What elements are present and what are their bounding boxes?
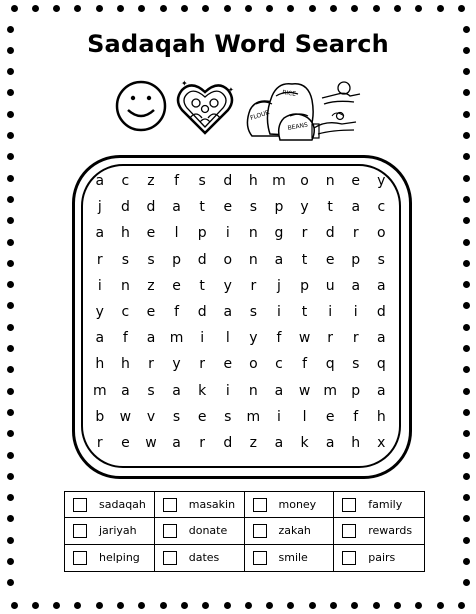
- border-dot: [7, 537, 14, 544]
- word-item-money: [245, 492, 335, 518]
- word-checkbox[interactable]: [253, 498, 267, 512]
- border-dot: [463, 217, 470, 224]
- grid-letter[interactable]: i: [277, 408, 281, 425]
- grid-letter[interactable]: i: [200, 330, 205, 347]
- border-dot: [463, 175, 470, 182]
- border-dot: [7, 324, 14, 331]
- grid-letter[interactable]: r: [148, 356, 154, 373]
- grid-letter[interactable]: t: [301, 251, 308, 268]
- border-dot: [463, 558, 470, 565]
- border-dot: [245, 5, 252, 12]
- grid-letter[interactable]: j: [277, 277, 281, 294]
- grid-letter[interactable]: m: [272, 173, 286, 190]
- grid-letter[interactable]: r: [96, 434, 103, 451]
- border-dot: [202, 602, 209, 609]
- grid-letter[interactable]: p: [197, 225, 207, 242]
- border-dot: [7, 558, 14, 565]
- border-dot: [463, 537, 470, 544]
- word-item-sadaqah: [65, 492, 155, 518]
- border-dot: [32, 5, 39, 12]
- border-dot: [330, 602, 337, 609]
- grid-letter[interactable]: r: [352, 330, 359, 347]
- border-dot: [181, 602, 188, 609]
- grid-letter[interactable]: a: [95, 225, 105, 242]
- grid-letter[interactable]: a: [351, 199, 361, 216]
- border-dot: [202, 5, 209, 12]
- grid-letter[interactable]: n: [120, 277, 130, 294]
- border-dot: [463, 579, 470, 586]
- border-dot: [117, 5, 124, 12]
- border-dot: [53, 602, 60, 609]
- grid-letter[interactable]: r: [301, 225, 308, 242]
- grid-letter[interactable]: p: [172, 251, 182, 268]
- border-dot: [7, 302, 14, 309]
- word-label: rewards: [368, 524, 413, 538]
- border-dot: [463, 345, 470, 352]
- grid-letter[interactable]: c: [275, 356, 283, 373]
- border-dot: [7, 430, 14, 437]
- grid-letter[interactable]: t: [199, 277, 205, 294]
- word-item-pairs: [334, 545, 424, 571]
- grid-letter[interactable]: e: [121, 434, 130, 451]
- grid-letter[interactable]: i: [277, 304, 281, 321]
- border-dot: [224, 602, 231, 609]
- border-dot: [437, 602, 444, 609]
- border-dot: [7, 515, 14, 522]
- grid-letter[interactable]: e: [351, 173, 361, 190]
- grid-letter[interactable]: y: [172, 356, 181, 373]
- border-dot: [160, 602, 167, 609]
- border-dot: [287, 602, 294, 609]
- border-dot: [463, 89, 470, 96]
- border-dot: [463, 281, 470, 288]
- grid-letter[interactable]: s: [147, 382, 155, 399]
- grid-letter[interactable]: a: [274, 434, 284, 451]
- border-dot: [7, 281, 14, 288]
- border-dot: [373, 5, 380, 12]
- grid-letter[interactable]: t: [301, 304, 308, 321]
- grid-letter[interactable]: r: [352, 225, 359, 242]
- border-dot: [463, 260, 470, 267]
- grid-letter[interactable]: a: [172, 434, 181, 451]
- grid-letter[interactable]: k: [300, 434, 309, 451]
- border-dot: [32, 602, 39, 609]
- border-dot: [463, 409, 470, 416]
- grid-letter[interactable]: r: [199, 434, 206, 451]
- border-dot: [7, 345, 14, 352]
- grid-letter[interactable]: c: [377, 199, 386, 216]
- grid-letter[interactable]: y: [249, 330, 258, 347]
- border-dot: [458, 602, 465, 609]
- grid-letter[interactable]: q: [325, 356, 335, 373]
- grid-letter[interactable]: t: [199, 199, 205, 216]
- grid-letter[interactable]: y: [377, 173, 386, 190]
- grid-letter[interactable]: h: [248, 173, 258, 190]
- icon-strip: [110, 70, 380, 142]
- border-dot: [11, 602, 18, 609]
- border-dot: [7, 175, 14, 182]
- border-dot: [7, 452, 14, 459]
- grid-letter[interactable]: a: [377, 382, 386, 399]
- grid-letter[interactable]: s: [352, 356, 360, 373]
- grid-letter[interactable]: o: [249, 356, 258, 373]
- grid-letter[interactable]: a: [377, 330, 386, 347]
- border-dot: [463, 153, 470, 160]
- border-dot: [463, 388, 470, 395]
- grid-letter[interactable]: n: [325, 173, 335, 190]
- border-dot: [463, 196, 470, 203]
- grid-letter[interactable]: k: [198, 382, 207, 399]
- grid-letter[interactable]: c: [121, 304, 130, 321]
- border-dot: [74, 602, 81, 609]
- border-dot: [96, 602, 103, 609]
- border-dot: [330, 5, 337, 12]
- border-dot: [266, 602, 273, 609]
- grid-letter[interactable]: n: [248, 225, 258, 242]
- grid-letter[interactable]: p: [274, 199, 284, 216]
- beans-label: BEANS: [287, 121, 309, 132]
- word-label: zakah: [278, 524, 311, 538]
- grid-letter[interactable]: e: [197, 408, 207, 425]
- grid-letter[interactable]: e: [146, 225, 156, 242]
- grid-letter[interactable]: e: [172, 277, 181, 294]
- grid-letter[interactable]: f: [174, 304, 180, 321]
- grid-letter[interactable]: h: [351, 434, 361, 451]
- border-dot: [7, 579, 14, 586]
- rice-label: RICE: [281, 89, 297, 98]
- grid-letter[interactable]: e: [325, 251, 335, 268]
- border-dot: [7, 388, 14, 395]
- border-dot: [463, 430, 470, 437]
- grid-letter[interactable]: m: [169, 330, 184, 347]
- grid-letter[interactable]: w: [298, 330, 311, 347]
- word-item-masakin: [155, 492, 245, 518]
- word-label: masakin: [188, 498, 236, 512]
- grid-letter[interactable]: s: [147, 251, 155, 268]
- border-dot: [7, 217, 14, 224]
- border-dot: [394, 602, 401, 609]
- word-label: helping: [99, 551, 140, 565]
- grid-letter[interactable]: p: [351, 251, 361, 268]
- border-dot: [458, 5, 465, 12]
- grid-letter[interactable]: v: [146, 408, 156, 425]
- grid-letter[interactable]: r: [96, 251, 103, 268]
- grid-letter[interactable]: p: [300, 277, 309, 294]
- border-dot: [463, 515, 470, 522]
- border-dot: [181, 5, 188, 12]
- grid-letter[interactable]: r: [199, 356, 206, 373]
- grid-letter[interactable]: d: [325, 225, 335, 242]
- grid-letter[interactable]: h: [376, 408, 386, 425]
- border-dot: [463, 473, 470, 480]
- coin-hand-icon: [312, 82, 360, 138]
- grid-letter[interactable]: a: [274, 251, 284, 268]
- grid-letter[interactable]: q: [376, 356, 386, 373]
- grid-letter[interactable]: i: [328, 304, 333, 321]
- border-dot: [287, 5, 294, 12]
- smiley-icon: [117, 82, 165, 130]
- grid-letter[interactable]: d: [197, 251, 207, 268]
- grid-letter[interactable]: s: [249, 304, 257, 321]
- grid-letter[interactable]: p: [351, 382, 361, 399]
- grid-letter[interactable]: s: [377, 251, 385, 268]
- grid-letter[interactable]: y: [223, 277, 232, 294]
- word-label: donate: [188, 524, 228, 538]
- border-dot: [373, 602, 380, 609]
- grid-letter[interactable]: d: [120, 199, 130, 216]
- grid-letter[interactable]: a: [274, 382, 284, 399]
- grid-letter[interactable]: m: [92, 382, 107, 399]
- border-dot: [7, 239, 14, 246]
- word-item-helping: [65, 545, 155, 571]
- border-dot: [7, 409, 14, 416]
- border-dot: [463, 239, 470, 246]
- grid-letter[interactable]: o: [223, 251, 233, 268]
- word-item-jariyah: [65, 518, 155, 544]
- grid-letter[interactable]: s: [121, 251, 130, 268]
- grid-letter[interactable]: f: [122, 330, 128, 347]
- border-dot: [266, 5, 273, 12]
- grid-letter[interactable]: r: [250, 277, 257, 294]
- grid-letter[interactable]: x: [377, 434, 386, 451]
- border-dot: [351, 602, 358, 609]
- flour-label: FLOUR: [249, 109, 271, 122]
- border-dot: [245, 602, 252, 609]
- grid-letter[interactable]: f: [174, 173, 180, 190]
- border-dot: [224, 5, 231, 12]
- border-dot: [463, 302, 470, 309]
- word-label: jariyah: [99, 524, 137, 538]
- grid-letter[interactable]: n: [248, 382, 258, 399]
- border-dot: [160, 5, 167, 12]
- word-checkbox[interactable]: [73, 498, 87, 512]
- word-checkbox[interactable]: [163, 524, 177, 538]
- word-checkbox[interactable]: [342, 524, 356, 538]
- word-checkbox[interactable]: [73, 524, 87, 538]
- border-dot: [463, 132, 470, 139]
- border-dot: [7, 132, 14, 139]
- grid-letter[interactable]: a: [95, 173, 105, 190]
- word-label: money: [278, 498, 317, 512]
- food-bags-icon: [247, 84, 314, 140]
- grid-letter[interactable]: j: [97, 199, 102, 216]
- word-checkbox[interactable]: [253, 524, 267, 538]
- border-dot: [7, 89, 14, 96]
- grid-letter[interactable]: m: [323, 382, 337, 399]
- grid-letter[interactable]: a: [146, 330, 156, 347]
- grid-letter[interactable]: i: [353, 304, 358, 321]
- grid-letter[interactable]: a: [121, 382, 130, 399]
- grid-letter[interactable]: i: [225, 382, 230, 399]
- border-dot: [7, 473, 14, 480]
- word-checkbox[interactable]: [253, 551, 267, 565]
- word-item-rewards: [334, 518, 424, 544]
- grid-letter[interactable]: d: [197, 304, 207, 321]
- grid-letter[interactable]: a: [377, 277, 386, 294]
- grid-letter[interactable]: y: [95, 304, 104, 321]
- grid-letter[interactable]: z: [249, 434, 258, 451]
- grid-letter[interactable]: h: [95, 356, 105, 373]
- svg-text:✦: ✦: [181, 79, 188, 88]
- word-label: dates: [188, 551, 220, 565]
- grid-letter[interactable]: d: [223, 434, 233, 451]
- word-item-zakah: [245, 518, 335, 544]
- border-dot: [463, 452, 470, 459]
- grid-letter[interactable]: w: [145, 434, 157, 451]
- grid-letter[interactable]: b: [95, 408, 105, 425]
- grid-letter[interactable]: m: [246, 408, 261, 425]
- grid-letter[interactable]: y: [300, 199, 309, 216]
- word-item-dates: [155, 545, 245, 571]
- grid-letter[interactable]: n: [248, 251, 258, 268]
- grid-letter[interactable]: a: [172, 382, 181, 399]
- grid-letter[interactable]: o: [300, 173, 309, 190]
- grid-letter[interactable]: u: [325, 277, 335, 294]
- word-checkbox[interactable]: [163, 551, 177, 565]
- border-dot: [463, 111, 470, 118]
- word-label: smile: [278, 551, 308, 565]
- border-dot: [415, 602, 422, 609]
- grid-letter[interactable]: l: [302, 408, 307, 425]
- grid-letter[interactable]: e: [223, 199, 233, 216]
- grid-letter[interactable]: h: [120, 225, 130, 242]
- word-bank: [64, 491, 425, 572]
- grid-letter[interactable]: f: [276, 330, 282, 347]
- border-dot: [7, 68, 14, 75]
- word-checkbox[interactable]: [342, 551, 356, 565]
- grid-letter[interactable]: z: [147, 173, 155, 190]
- word-item-smile: [245, 545, 335, 571]
- grid-letter[interactable]: a: [351, 277, 361, 294]
- grid-letter[interactable]: i: [97, 277, 102, 294]
- border-dot: [394, 5, 401, 12]
- border-dot: [463, 68, 470, 75]
- grid-letter[interactable]: d: [376, 304, 386, 321]
- grid-letter[interactable]: a: [223, 304, 233, 321]
- grid-letter[interactable]: s: [224, 408, 232, 425]
- grid-letter[interactable]: z: [147, 277, 155, 294]
- border-dot: [7, 111, 14, 118]
- grid-letter[interactable]: f: [302, 356, 308, 373]
- grid-letter[interactable]: o: [377, 225, 386, 242]
- border-dot: [7, 153, 14, 160]
- svg-text:✦: ✦: [228, 86, 234, 94]
- word-label: sadaqah: [99, 498, 146, 512]
- grid-letter[interactable]: f: [353, 408, 359, 425]
- word-item-donate: [155, 518, 245, 544]
- grid-letter[interactable]: l: [174, 225, 179, 242]
- grid-letter[interactable]: a: [325, 434, 335, 451]
- border-dot: [309, 5, 316, 12]
- page-title: Sadaqah Word Search: [87, 30, 389, 58]
- border-dot: [463, 494, 470, 501]
- grid-letter[interactable]: w: [119, 408, 132, 425]
- letter-grid: [87, 168, 394, 456]
- grid-letter[interactable]: e: [223, 356, 233, 373]
- grid-letter[interactable]: d: [146, 199, 156, 216]
- grid-letter[interactable]: i: [225, 225, 230, 242]
- border-dot: [138, 5, 145, 12]
- border-dot: [7, 366, 14, 373]
- grid-letter[interactable]: a: [95, 330, 105, 347]
- grid-letter[interactable]: c: [121, 173, 130, 190]
- grid-letter[interactable]: t: [327, 199, 333, 216]
- border-dot: [96, 5, 103, 12]
- border-dot: [74, 5, 81, 12]
- grid-letter[interactable]: h: [120, 356, 130, 373]
- border-dot: [117, 602, 124, 609]
- border-dot: [7, 260, 14, 267]
- grid-letter[interactable]: l: [225, 330, 230, 347]
- grid-letter[interactable]: s: [172, 408, 181, 425]
- grid-letter[interactable]: a: [172, 199, 181, 216]
- grid-letter[interactable]: e: [146, 304, 156, 321]
- family-heart-icon: [178, 79, 234, 133]
- word-checkbox[interactable]: [342, 498, 356, 512]
- word-checkbox[interactable]: [73, 551, 87, 565]
- border-dot: [463, 324, 470, 331]
- grid-letter[interactable]: w: [298, 382, 311, 399]
- word-label: family: [368, 498, 403, 512]
- grid-letter[interactable]: s: [198, 173, 206, 190]
- border-dot: [7, 196, 14, 203]
- border-dot: [11, 5, 18, 12]
- border-dot: [463, 366, 470, 373]
- word-item-family: [334, 492, 424, 518]
- grid-letter[interactable]: d: [223, 173, 233, 190]
- border-dot: [53, 5, 60, 12]
- border-dot: [309, 602, 316, 609]
- border-dot: [437, 5, 444, 12]
- grid-letter[interactable]: r: [327, 330, 334, 347]
- grid-letter[interactable]: s: [249, 199, 257, 216]
- grid-letter[interactable]: g: [274, 225, 284, 242]
- grid-letter[interactable]: e: [325, 408, 335, 425]
- border-dot: [138, 602, 145, 609]
- border-dot: [351, 5, 358, 12]
- border-dot: [415, 5, 422, 12]
- word-label: pairs: [368, 551, 396, 565]
- word-checkbox[interactable]: [163, 498, 177, 512]
- border-dot: [7, 494, 14, 501]
